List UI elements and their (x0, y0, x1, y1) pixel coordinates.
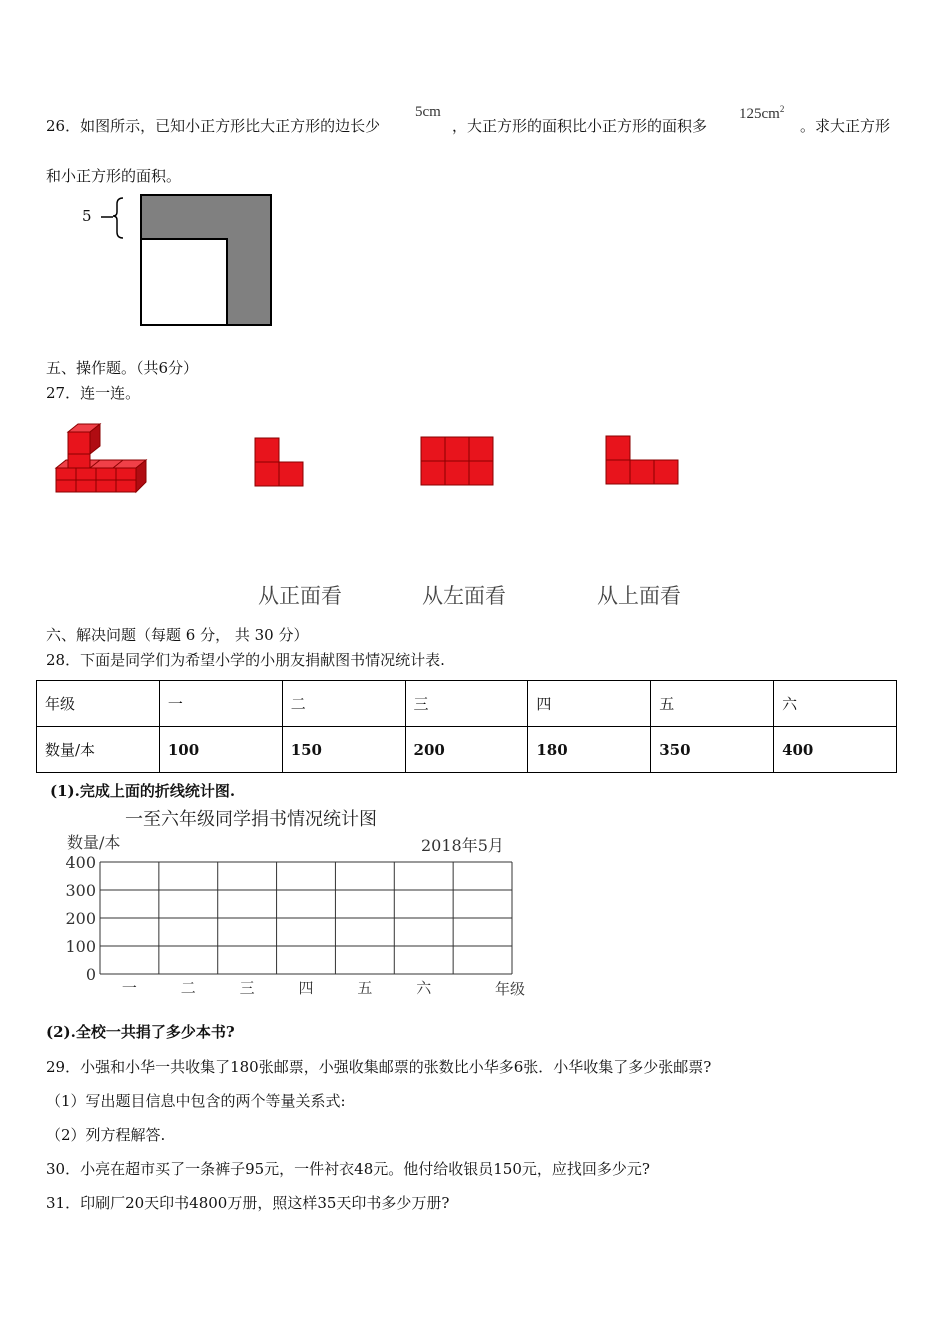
table-cell: 四 (528, 681, 651, 727)
q28-sub2: (2).全校一共捐了多少本书? (46, 1023, 235, 1041)
table-cell: 数量/本 (37, 727, 160, 773)
q26-text-b: ，大正方形的面积比小正方形的面积多 (452, 117, 708, 135)
y-tick-label: 100 (65, 937, 96, 956)
q26-area-value (739, 104, 784, 123)
section-5-title: 五、操作题。（共6分） (46, 359, 199, 377)
table-cell: 150 (282, 727, 405, 773)
caption-front-view: 从正面看 (258, 584, 342, 608)
q26-area-number: 125cm (739, 106, 780, 122)
cube-solid-3d (52, 422, 152, 496)
y-tick-label: 300 (65, 881, 96, 900)
table-cell: 三 (405, 681, 528, 727)
brace-icon (113, 198, 123, 238)
q26-text-d: 和小正方形的面积。 (46, 167, 182, 185)
q26-text-c: 。求大正方形 (800, 117, 891, 135)
view-shape-l-small (254, 437, 306, 489)
table-cell: 年级 (37, 681, 160, 727)
q28-sub1: (1).完成上面的折线统计图. (50, 782, 236, 800)
y-tick-label: 200 (65, 909, 96, 928)
chart-date: 2018年5月 (421, 836, 504, 855)
square-figure (95, 192, 275, 332)
q29-text: 29．小强和小华一共收集了180张邮票，小强收集邮票的张数比小华多6张．小华收集了多少张邮票? (46, 1058, 712, 1076)
x-tick-label: 二 (180, 979, 196, 997)
chart-x-label: 年级 (495, 980, 526, 998)
chart-title: 一至六年级同学捐书情况统计图 (125, 809, 377, 830)
q27-title: 27．连一连。 (46, 384, 141, 402)
q26-length-value: 5cm (415, 104, 441, 120)
table-cell: 180 (528, 727, 651, 773)
chart-grid (100, 862, 512, 974)
q29-sub1: （1）写出题目信息中包含的两个等量关系式: (46, 1092, 346, 1110)
table-cell: 六 (774, 681, 897, 727)
chart-y-label: 数量/本 (67, 833, 121, 852)
small-square (141, 239, 227, 325)
x-tick-label: 六 (416, 979, 432, 997)
view-shape-rectangle (420, 436, 494, 488)
q26-line1 (46, 115, 380, 136)
q26-text-a: 如图所示，已知小正方形比大正方形的边长少 (80, 117, 381, 135)
table-cell: 400 (774, 727, 897, 773)
table-header-row (37, 681, 897, 727)
table-cell: 五 (651, 681, 774, 727)
figure-side-label: 5 (82, 207, 92, 225)
table-cell: 350 (651, 727, 774, 773)
caption-top-view: 从上面看 (597, 584, 681, 608)
x-tick-label: 五 (357, 979, 373, 997)
table-cell: 200 (405, 727, 528, 773)
q28-title: 28．下面是同学们为希望小学的小朋友捐献图书情况统计表. (46, 651, 445, 669)
table-cell: 100 (159, 727, 282, 773)
table-cell: 二 (282, 681, 405, 727)
line-chart (55, 803, 545, 1003)
q29-sub2: （2）列方程解答. (46, 1126, 166, 1144)
q26-area-exponent: 2 (779, 104, 785, 114)
table-data-row (37, 727, 897, 773)
caption-left-view: 从左面看 (422, 584, 506, 608)
y-tick-label: 0 (85, 965, 96, 984)
book-donation-table (36, 680, 897, 773)
x-tick-label: 一 (121, 979, 137, 997)
view-shape-l-long (605, 435, 681, 487)
q31-text: 31．印刷厂20天印书4800万册，照这样35天印书多少万册? (46, 1194, 450, 1212)
x-tick-label: 四 (298, 979, 314, 997)
x-tick-label: 三 (239, 979, 255, 997)
table-cell: 一 (159, 681, 282, 727)
q26-number: 26． (46, 117, 81, 135)
q30-text: 30．小亮在超市买了一条裤子95元，一件衬衣48元。他付给收银员150元，应找回多少元? (46, 1160, 650, 1178)
section-6-title: 六、解决问题（每题 6 分， 共 30 分） (46, 626, 309, 644)
chart-ticks (65, 853, 432, 997)
y-tick-label: 400 (65, 853, 96, 872)
